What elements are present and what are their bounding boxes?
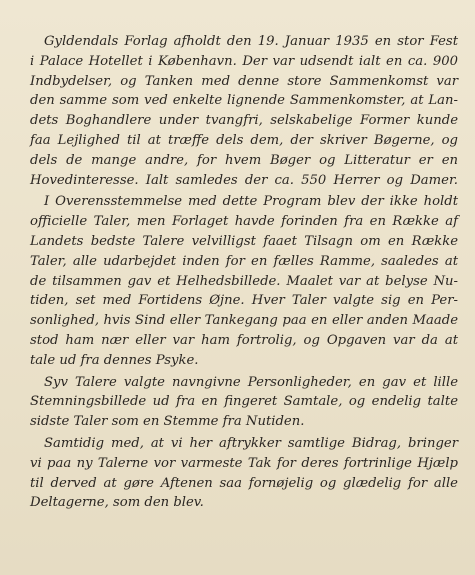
text-line: faa Lejlighed til at træffe dels dem, der skriver Bøgerne, og: [30, 132, 458, 148]
text-line: den samme som ved enkelte lignende Sammenkomster, at Lan-: [30, 93, 458, 109]
text-line: Stemningsbillede ud fra en fingeret Samtale, og endelig talte: [30, 394, 458, 410]
text-line: tale ud fra dennes Psyke.: [30, 352, 199, 368]
text-line: Hovedinteresse. Ialt samledes der ca. 550 Herrer og Damer.: [30, 172, 458, 188]
text-line: i Palace Hotellet i København. Der var udsendt ialt en ca. 900: [30, 53, 458, 69]
text-line: tiden, set med Fortidens Øjne. Hver Taler valgte sig en Per-: [30, 293, 458, 309]
paragraph-1: [30, 32, 458, 190]
text-line: Deltagerne, som den blev.: [30, 495, 204, 511]
text-line: dels de mange andre, for hvem Bøger og Litteratur er en: [30, 152, 458, 168]
text-line: Taler, alle udarbejdet inden for en fælles Ramme, saaledes at: [30, 253, 458, 269]
text-line: Samtidig med, at vi her aftrykker samtlige Bidrag, bringer: [44, 435, 458, 451]
text-line: dets Boghandlere under tvangfri, selskabelige Former kunde: [30, 113, 458, 129]
paragraph-2: [30, 192, 458, 370]
body-text: [30, 32, 458, 513]
text-line: sidste Taler som en Stemme fra Nutiden.: [30, 414, 305, 430]
text-line: stod ham nær eller var ham fortrolig, og Opgaven var da at: [30, 332, 458, 348]
text-line: Landets bedste Talere velvilligst faaet Tilsagn om en Række: [30, 233, 458, 249]
text-line: sonlighed, hvis Sind eller Tankegang paa en eller anden Maade: [30, 313, 458, 329]
text-line: til derved at gøre Aftenen saa fornøjelig og glædelig for alle: [30, 475, 458, 491]
text-line: officielle Taler, men Forlaget havde forinden fra en Række af: [30, 214, 458, 230]
text-line: vi paa ny Talerne vor varmeste Tak for deres fortrinlige Hjælp: [30, 455, 458, 471]
text-line: I Overensstemmelse med dette Program blev der ikke holdt: [44, 194, 458, 210]
paragraph-3: [30, 373, 458, 432]
paragraph-4: [30, 434, 458, 513]
text-line: Syv Talere valgte navngivne Personligheder, en gav et lille: [44, 374, 458, 390]
text-line: de tilsammen gav et Helhedsbillede. Maalet var at belyse Nu-: [30, 273, 458, 289]
text-line: Indbydelser, og Tanken med denne store Sammenkomst var: [30, 73, 458, 89]
text-line: Gyldendals Forlag afholdt den 19. Januar 1935 en stor Fest: [44, 34, 458, 49]
